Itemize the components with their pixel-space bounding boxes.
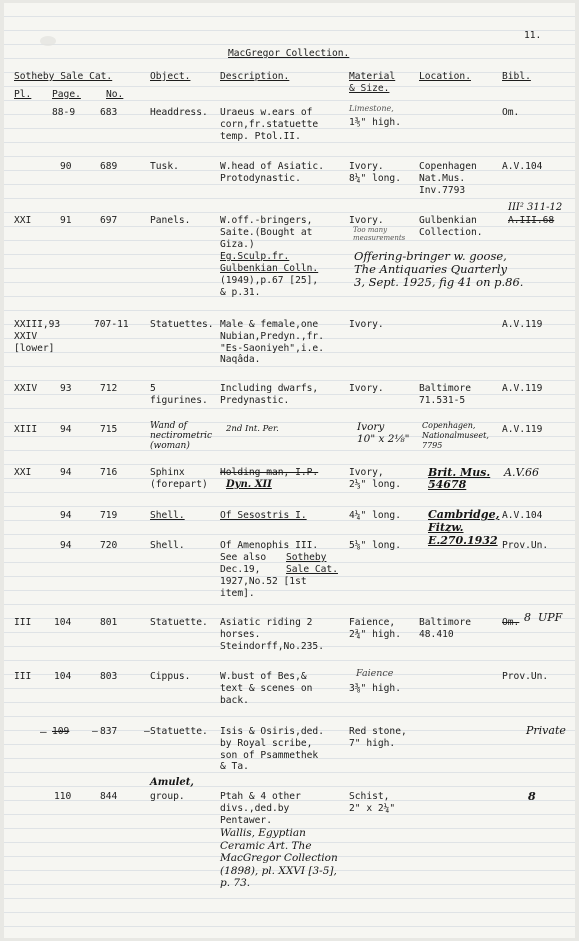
- page-number: 11.: [524, 30, 542, 41]
- cell-object-handwritten: Amulet,: [150, 777, 194, 788]
- cell-bibliography: A.V.119: [502, 424, 543, 435]
- cell-material-handwritten: Faience: [356, 668, 394, 679]
- paper-smudge: [40, 36, 56, 46]
- cell-description-reference: Eg.Sculp.fr. Gulbenkian Colln.: [220, 251, 319, 274]
- cell-object: Panels.: [150, 215, 191, 226]
- header-plate: Pl.: [14, 89, 32, 100]
- cell-description-tail: (1949),p.67 [25], & p.31.: [220, 275, 319, 298]
- cell-page: 90: [60, 161, 72, 172]
- cell-page: 110: [54, 791, 72, 802]
- cell-material: 4¼" long.: [349, 510, 401, 521]
- cell-number: 715: [100, 424, 118, 435]
- header-page: Page.: [52, 89, 81, 100]
- cell-material-handwritten: Ivory 10" x 2⅛": [357, 421, 410, 445]
- cell-bibliography-handwritten: III² 311-12: [508, 202, 563, 213]
- dash-mark: –: [40, 725, 47, 738]
- cell-bibliography-handwritten: A.V.66: [504, 466, 539, 479]
- cell-number: 683: [100, 107, 118, 118]
- handwritten-note-wallis: Wallis, Egyptian Ceramic Art. The MacGregor Collection (1898), pl. XXVI [3-5], p. 73.: [220, 827, 338, 889]
- cell-plate: III: [14, 617, 32, 628]
- header-material: Material: [349, 71, 396, 82]
- cell-bibliography: Om.: [502, 107, 520, 118]
- cell-number: 712: [100, 383, 118, 394]
- cell-number: 844: [100, 791, 118, 802]
- cell-material: Schist, 2" x 2¼": [349, 791, 396, 814]
- cell-page: 104: [54, 671, 72, 682]
- cell-bibliography-handwritten: 8: [528, 790, 536, 803]
- cell-page: 94: [60, 540, 72, 551]
- cell-bibliography-struck: Om.: [502, 617, 520, 628]
- cell-material-handwritten: Limestone,: [349, 104, 394, 113]
- cell-description: Including dwarfs, Predynastic.: [220, 383, 319, 406]
- page-title: MacGregor Collection.: [228, 48, 350, 59]
- cell-bibliography-struck: A.III.68: [508, 215, 555, 226]
- cell-description: W.off.-bringers, Saite.(Bought at Giza.): [220, 215, 313, 250]
- cell-description: W.bust of Bes,& text & scenes on back.: [220, 671, 313, 706]
- cell-bibliography-handwritten: 8 UPF: [524, 611, 563, 624]
- cell-object: Statuette.: [150, 726, 208, 737]
- cell-location-handwritten: Cambridge, Fitzw. E.270.1932: [428, 508, 500, 547]
- cell-number: 689: [100, 161, 118, 172]
- cell-page: 93: [60, 383, 72, 394]
- cell-page: 104: [54, 617, 72, 628]
- cell-location: Gulbenkian Collection.: [419, 215, 483, 238]
- cell-plate: XXI: [14, 215, 32, 226]
- handwritten-note-offering-bringer: Offering-bringer w. goose, The Antiquaries Quarterly 3, Sept. 1925, fig 41 on p.86.: [354, 249, 524, 289]
- cell-object: Sphinx (forepart): [150, 467, 208, 490]
- cell-description: Asiatic riding 2 horses. Steindorff,No.235.: [220, 617, 324, 652]
- header-bibliography: Bibl.: [502, 71, 531, 82]
- cell-number: 837: [100, 726, 118, 737]
- cell-object: Shell.: [150, 510, 185, 521]
- cell-page: 94: [60, 467, 72, 478]
- cell-description: W.head of Asiatic. Protodynastic.: [220, 161, 324, 184]
- cell-number: 801: [100, 617, 118, 628]
- cell-location-handwritten: Copenhagen, Nationalmuseet, 7795: [422, 421, 489, 450]
- cell-object: Cippus.: [150, 671, 191, 682]
- cell-object: Headdress.: [150, 107, 208, 118]
- cell-page: 109: [52, 726, 70, 737]
- cell-object: Shell.: [150, 540, 185, 551]
- cell-object-handwritten: Wand of nectirometric (woman): [150, 421, 213, 451]
- cell-description: Ptah & 4 other divs.,ded.by Pentawer.: [220, 791, 301, 826]
- cell-location: Copenhagen Nat.Mus. Inv.7793: [419, 161, 477, 196]
- header-location: Location.: [419, 71, 471, 82]
- header-object: Object.: [150, 71, 191, 82]
- cell-description: Of Amenophis III. See also: [220, 540, 319, 563]
- cell-number: 719: [100, 510, 118, 521]
- cell-location: Baltimore 71.531-5: [419, 383, 471, 406]
- cell-bibliography-handwritten: Private: [526, 724, 566, 737]
- cell-location: Baltimore 48.410: [419, 617, 471, 640]
- cell-material: Ivory.: [349, 383, 384, 394]
- cell-description-reference: Sotheby Sale Cat.: [286, 552, 338, 575]
- cell-number: 716: [100, 467, 118, 478]
- cell-page: 91: [60, 215, 72, 226]
- cell-page: 94: [60, 424, 72, 435]
- cell-object: Statuettes.: [150, 319, 214, 330]
- cell-material: 1⅗" high.: [349, 117, 401, 128]
- cell-number: 720: [100, 540, 118, 551]
- cell-material: Faience, 2¾" high.: [349, 617, 401, 640]
- cell-bibliography: A.V.119: [502, 319, 543, 330]
- cell-number: 707-11: [94, 319, 129, 330]
- cell-description-struck: Holding man, I.P.: [220, 467, 319, 478]
- cell-plate: XXIII,93 XXIV [lower]: [14, 319, 61, 354]
- cell-page: 88-9: [52, 107, 76, 118]
- header-size: & Size.: [349, 83, 390, 94]
- dash-mark: –: [92, 726, 98, 737]
- cell-material: Ivory.: [349, 215, 384, 226]
- cell-material: 5⅛" long.: [349, 540, 401, 551]
- cell-object: Tusk.: [150, 161, 179, 172]
- document-page: [4, 3, 575, 938]
- cell-object: 5 figurines.: [150, 383, 208, 406]
- cell-bibliography: A.V.104: [502, 510, 543, 521]
- cell-material: Ivory, 2⅓" long.: [349, 467, 401, 490]
- cell-bibliography: A.V.104: [502, 161, 543, 172]
- cell-description-tail: Dec.19, 1927,No.52 [1st item].: [220, 564, 307, 599]
- cell-bibliography: Prov.Un.: [502, 540, 549, 551]
- cell-plate: XIII: [14, 424, 38, 435]
- header-sotheby-sale-cat: Sotheby Sale Cat.: [14, 71, 113, 82]
- header-number: No.: [106, 89, 124, 100]
- cell-page: 94: [60, 510, 72, 521]
- cell-material: 3⅜" high.: [349, 683, 401, 694]
- cell-number: 803: [100, 671, 118, 682]
- cell-material: Ivory. 8¼" long.: [349, 161, 401, 184]
- cell-material: Red stone, 7" high.: [349, 726, 407, 749]
- cell-description: Isis & Osiris,ded. by Royal scribe, son of Psammethek & Ta.: [220, 726, 324, 773]
- cell-location-handwritten: Brit. Mus. 54678: [428, 466, 491, 491]
- cell-number: 697: [100, 215, 118, 226]
- cell-description-handwritten: 2nd Int. Per.: [226, 424, 279, 434]
- cell-material-handwritten: Too many measurements: [353, 226, 406, 242]
- cell-bibliography: A.V.119: [502, 383, 543, 394]
- cell-bibliography: Prov.Un.: [502, 671, 549, 682]
- cell-material: Ivory.: [349, 319, 384, 330]
- cell-description: Uraeus w.ears of corn,fr.statuette temp. Ptol.II.: [220, 107, 319, 142]
- cell-plate: III: [14, 671, 32, 682]
- cell-object: group.: [150, 791, 185, 802]
- cell-plate: XXI: [14, 467, 32, 478]
- dash-mark: –: [144, 726, 150, 737]
- cell-description: Male & female,one Nubian,Predyn.,fr. "Es-Saoniyeh",i.e. Naqâda.: [220, 319, 324, 366]
- header-description: Description.: [220, 71, 290, 82]
- cell-object: Statuette.: [150, 617, 208, 628]
- cell-description-handwritten: Dyn. XII: [226, 479, 272, 490]
- cell-plate: XXIV: [14, 383, 38, 394]
- cell-description: Of Sesostris I.: [220, 510, 307, 521]
